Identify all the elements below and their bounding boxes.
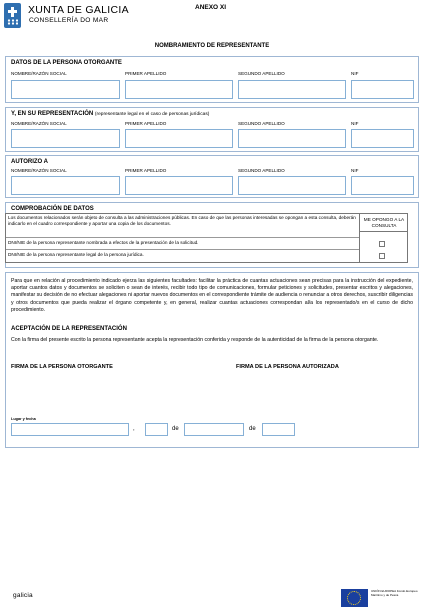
place-field[interactable] xyxy=(11,423,129,436)
year-field[interactable] xyxy=(262,423,295,436)
verification-intro: Los documentos relacionados serán objeto de consulta a las administraciones públicas. En caso de que las personas interesadas se opongan a esta consulta, deberán indicarlo en el cuadro correspondiente y aportar una copia de los documentos. xyxy=(6,214,359,238)
field-label-nif: NIF xyxy=(351,168,359,173)
oppose-checkbox-representative[interactable] xyxy=(379,241,385,247)
signature-label-otorgante: FIRMA DE LA PERSONA OTORGANTE xyxy=(11,364,113,370)
eu-fund-label: UNIÓN EUROPEA Fondo Europeo Marítimo y de Pesca xyxy=(371,589,418,597)
section-title xyxy=(11,111,209,117)
field-label-surname2: SEGUNDO APELLIDO xyxy=(238,71,285,76)
annex-label: ANEXO XI xyxy=(195,4,227,11)
acceptance-paragraph: Con la firma del presente escrito la persona representante acepta la representación conferida y responde de la autenticidad de la firma de la persona otorgante. xyxy=(11,337,379,343)
surname2-field[interactable] xyxy=(238,80,346,99)
section-representacion xyxy=(5,107,419,152)
field-label-surname2: SEGUNDO APELLIDO xyxy=(238,168,285,173)
surname2-field[interactable] xyxy=(238,176,346,195)
field-label-name: NOMBRE/RAZÓN SOCIAL xyxy=(11,121,67,126)
department-name: CONSELLERÍA DO MAR xyxy=(29,17,109,24)
document-title: NOMBRAMIENTO DE REPRESENTANTE xyxy=(154,43,270,49)
name-field[interactable] xyxy=(11,176,120,195)
section-title-text: Y, EN SU REPRESENTACIÓN xyxy=(11,111,94,117)
eu-flag-icon xyxy=(341,589,368,607)
verification-row: DNI/NIE de la persona representante legal de la persona jurídica. xyxy=(8,252,144,257)
signature-label-autorizada: FIRMA DE LA PERSONA AUTORIZADA xyxy=(236,364,339,370)
nif-field[interactable] xyxy=(351,129,414,148)
xunta-logo-icon xyxy=(4,3,21,28)
month-field[interactable] xyxy=(184,423,244,436)
day-field[interactable] xyxy=(145,423,168,436)
verification-row: DNI/NIE de la persona representante nombrada a efectos de la presentación de la solicitud. xyxy=(6,238,359,250)
de-separator: de xyxy=(249,426,256,432)
de-separator: de xyxy=(172,426,179,432)
name-field[interactable] xyxy=(11,80,120,99)
acceptance-title: ACEPTACIÓN DE LA REPRESENTACIÓN xyxy=(11,326,127,332)
surname1-field[interactable] xyxy=(125,129,233,148)
section-note: (representante legal en el caso de personas jurídicas) xyxy=(94,112,210,117)
place-date-label: Lugar y fecha xyxy=(11,417,36,421)
field-label-surname1: PRIMER APELLIDO xyxy=(125,121,167,126)
oppose-checkbox-legal[interactable] xyxy=(379,253,385,259)
nif-field[interactable] xyxy=(351,80,414,99)
field-label-name: NOMBRE/RAZÓN SOCIAL xyxy=(11,168,67,173)
surname2-field[interactable] xyxy=(238,129,346,148)
surname1-field[interactable] xyxy=(125,176,233,195)
oppose-column-label: ME OPONGO A LA CONSULTA xyxy=(363,217,405,228)
field-label-nif: NIF xyxy=(351,121,359,126)
galicia-brand: galicia xyxy=(13,592,33,599)
field-label-surname1: PRIMER APELLIDO xyxy=(125,71,167,76)
field-label-surname1: PRIMER APELLIDO xyxy=(125,168,167,173)
oppose-column-header xyxy=(359,214,408,231)
section-title: COMPROBACIÓN DE DATOS xyxy=(11,206,94,212)
verification-table xyxy=(5,213,408,263)
field-label-surname2: SEGUNDO APELLIDO xyxy=(238,121,285,126)
field-label-name: NOMBRE/RAZÓN SOCIAL xyxy=(11,71,67,76)
org-name: XUNTA DE GALICIA xyxy=(28,4,129,16)
name-field[interactable] xyxy=(11,129,120,148)
section-title: AUTORIZO A xyxy=(11,159,48,165)
nif-field[interactable] xyxy=(351,176,414,195)
surname1-field[interactable] xyxy=(125,80,233,99)
section-otorgante xyxy=(5,56,419,103)
field-label-nif: NIF xyxy=(351,71,359,76)
section-autorizo xyxy=(5,155,419,198)
section-title: DATOS DE LA PERSONA OTORGANTE xyxy=(11,60,122,66)
comma-separator: , xyxy=(133,426,135,432)
powers-paragraph: Para que en relación al procedimiento indicado ejerza las siguientes facultades: facilitar la práctica de cuantas actuaciones sean precisas para la instrucción del expediente, aportar cuantos datos y documentos se soliciten o sean de interés, recibir todo tipo de comunicaciones, formular peticiones y solicitudes, presentar escritos y alegaciones, manifestar su decisión de no efectuar alegaciones ni aportar nuevos documentos en el correspondiente trámite de audiencia o renunciar a otros derechos, suscribir diligencias y otros documentos que pueda realizar el órgano competente y, en general, realizar cuantas actuaciones correspondan al/a los representado/s en el curso de dicho procedimiento. xyxy=(11,278,413,313)
